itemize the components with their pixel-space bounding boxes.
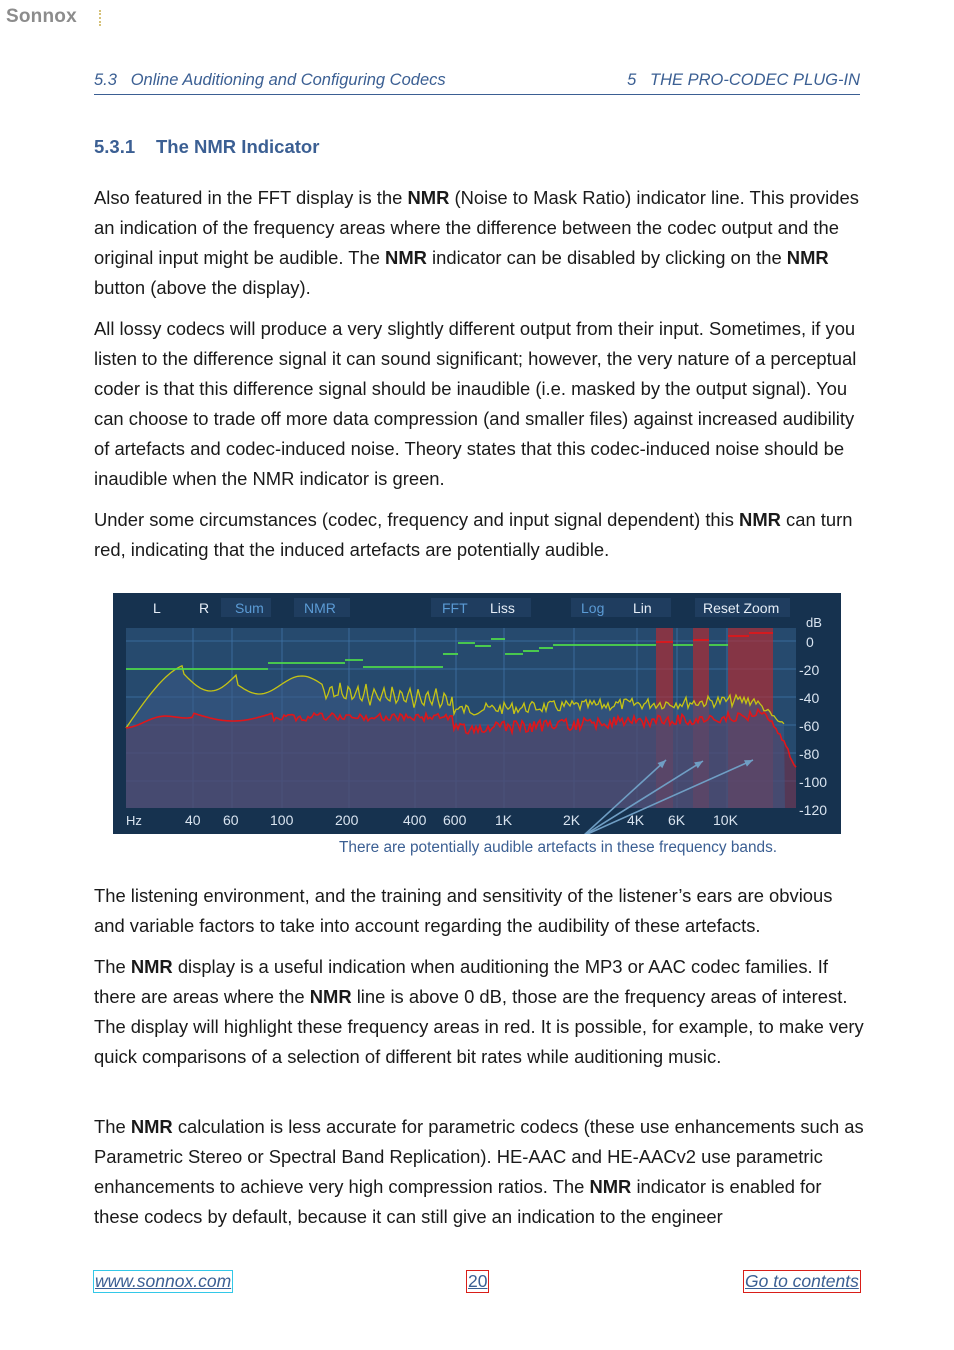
db-tick-label: -80 bbox=[799, 746, 820, 762]
freq-tick-label: 4K bbox=[627, 812, 645, 828]
log-button[interactable]: Log bbox=[581, 600, 605, 616]
section-number: 5.3.1 bbox=[94, 136, 136, 157]
reset-zoom-button[interactable]: Reset Zoom bbox=[703, 600, 780, 616]
nmr-button[interactable]: NMR bbox=[304, 600, 336, 616]
nmr-fft-display bbox=[113, 593, 841, 834]
running-head-section: 5.3 Online Auditioning and Configuring Codecs bbox=[94, 71, 446, 89]
sum-button[interactable]: Sum bbox=[235, 600, 264, 616]
db-tick-label: -120 bbox=[799, 802, 828, 818]
freq-tick-label: 100 bbox=[270, 812, 294, 828]
lin-button[interactable]: Lin bbox=[633, 600, 652, 616]
paragraph-lossy-codecs: All lossy codecs will produce a very slightly different output from their input. Sometimes, if you listen to the difference signal it can sound significant; however, the very nature of a perceptual coder is that this difference signal should be inaudible (i.e. masked by the output signal). You can choose to trade off more data compression (and smaller files) against increased audibility of artefacts and codec-induced noise. Theory states that this codec-induced noise should be inaudible when the NMR indicator is green. bbox=[94, 318, 857, 490]
freq-tick-label: 1K bbox=[495, 812, 513, 828]
running-head bbox=[94, 71, 860, 95]
db-tick-label: 0 bbox=[806, 634, 814, 650]
freq-tick-label: 60 bbox=[223, 812, 239, 828]
running-head-chapter: 5 THE PRO-CODEC PLUG-IN bbox=[627, 71, 860, 89]
left-channel-button[interactable]: L bbox=[153, 600, 161, 616]
paragraph-parametric-codecs: The NMR calculation is less accurate for parametric codecs (these use enhancements such as Parametric Stereo or Spectral Band Replication). HE-AAC and HE-AACv2 use parametric enhancements to achieve very high compression ratios. The NMR indicator is enabled for these codecs by default, because it can still give an indication to the engineer bbox=[94, 1116, 864, 1228]
sonnox-logo: Sonnox bbox=[6, 6, 77, 27]
freq-tick-label: 200 bbox=[335, 812, 359, 828]
db-tick-label: -100 bbox=[799, 774, 828, 790]
db-unit-label: dB bbox=[806, 615, 822, 630]
liss-button[interactable]: Liss bbox=[490, 600, 515, 616]
freq-tick-label: 40 bbox=[185, 812, 201, 828]
db-tick-label: -40 bbox=[799, 690, 820, 706]
db-tick-label: -60 bbox=[799, 718, 820, 734]
right-channel-button[interactable]: R bbox=[199, 600, 210, 616]
freq-tick-label: 600 bbox=[443, 812, 467, 828]
figure-caption: There are potentially audible artefacts in these frequency bands. bbox=[339, 839, 778, 856]
freq-tick-label: 10K bbox=[713, 812, 738, 828]
db-tick-label: -20 bbox=[799, 662, 820, 678]
freq-tick-label: 2K bbox=[563, 812, 581, 828]
contents-link[interactable]: Go to contents bbox=[745, 1271, 859, 1291]
section-heading bbox=[94, 136, 319, 158]
hz-unit-label: Hz bbox=[126, 813, 142, 828]
paragraph-nmr-display-use: The NMR display is a useful indication when auditioning the MP3 or AAC codec families. If there are areas where the NMR line is above 0 dB, those are the frequency areas of interest. The display will highlight these frequency areas in red. It is possible, for example, to make very quick comparisons of a selection of different bit rates while auditioning music. bbox=[94, 956, 864, 1068]
section-title: The NMR Indicator bbox=[156, 136, 320, 157]
paragraph-red-nmr: Under some circumstances (codec, frequency and input signal dependent) this NMR can turn red, indicating that the induced artefacts are potentially audible. bbox=[94, 509, 853, 561]
page-number-link[interactable]: 20 bbox=[468, 1271, 488, 1291]
paragraph-listening-environment: The listening environment, and the training and sensitivity of the listener’s ears are obvious and variable factors to take into account regarding the audibility of these artefacts. bbox=[94, 885, 833, 937]
logo-mark-icon bbox=[99, 10, 104, 26]
freq-tick-label: 400 bbox=[403, 812, 427, 828]
fft-button[interactable]: FFT bbox=[442, 600, 468, 616]
paragraph-nmr-intro: Also featured in the FFT display is the NMR (Noise to Mask Ratio) indicator line. This provides an indication of the frequency areas where the difference between the codec output and the original input might be audible. The NMR indicator can be disabled by clicking on the NMR button (above the display). bbox=[94, 187, 859, 299]
website-link[interactable]: www.sonnox.com bbox=[95, 1271, 232, 1291]
freq-tick-label: 6K bbox=[668, 812, 686, 828]
